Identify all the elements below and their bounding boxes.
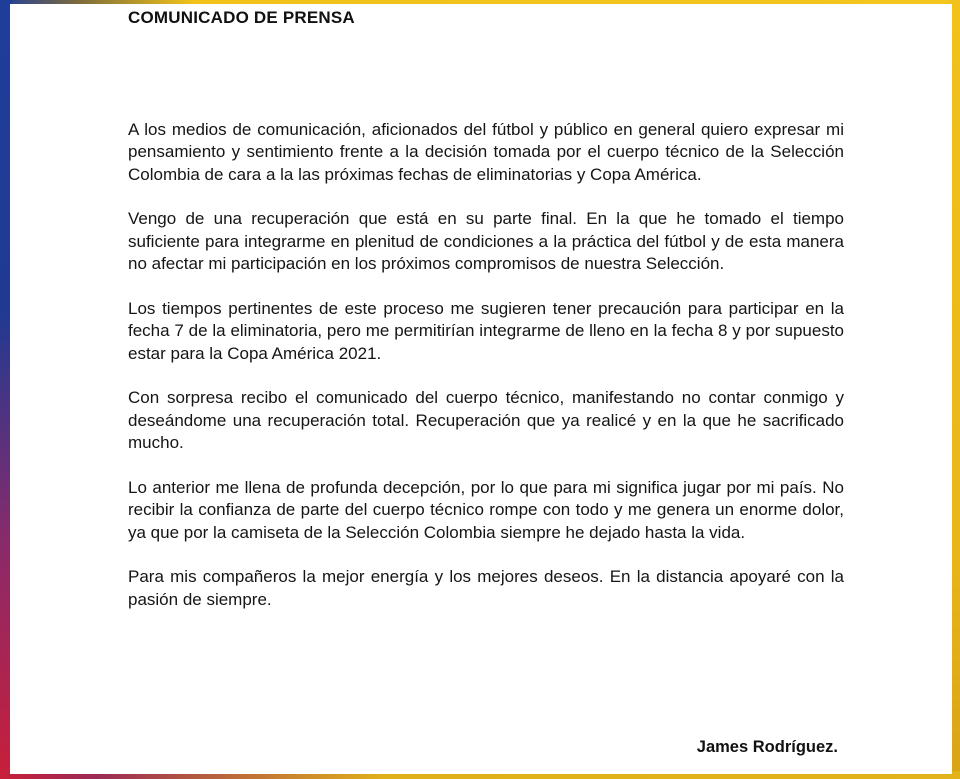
document-title: COMUNICADO DE PRENSA: [128, 8, 355, 27]
signature: James Rodríguez.: [696, 738, 838, 756]
document-body: [128, 119, 844, 634]
paragraph-1: A los medios de comunicación, aficionados del fútbol y público en general quiero expresar mi pensamiento y sentimiento frente a la decisión tomada por el cuerpo técnico de la Selección Colombia de cara a la las próximas fechas de eliminatorias y Copa América.: [128, 120, 844, 184]
paragraph-6: Para mis compañeros la mejor energía y los mejores deseos. En la distancia apoyaré con la pasión de siempre.: [128, 567, 844, 609]
paragraph-4: Con sorpresa recibo el comunicado del cuerpo técnico, manifestando no contar conmigo y deseándome una recuperación total. Recuperación que ya realicé y en la que he sacrificado mucho.: [128, 388, 844, 453]
press-release-page: [10, 4, 952, 774]
paragraph-5: Lo anterior me llena de profunda decepción, por lo que para mi significa jugar por mi país. No recibir la confianza de parte del cuerpo técnico rompe con todo y me genera un enorme dolor, ya que por la camiseta de la Selección Colombia siempre he dejado hasta la vida.: [128, 477, 844, 542]
paragraph-3: Los tiempos pertinentes de este proceso me sugieren tener precaución para participar en la fecha 7 de la eliminatoria, pero me permitirían integrarme de lleno en la fecha 8 y por supuesto estar para la Copa América 2021.: [128, 298, 844, 363]
paragraph-2: Vengo de una recuperación que está en su parte final. En la que he tomado el tiempo suficiente para integrarme en plenitud de condiciones a la práctica del fútbol y de esta manera no afectar mi participación en los próximos compromisos de nuestra Selección.: [128, 209, 844, 274]
